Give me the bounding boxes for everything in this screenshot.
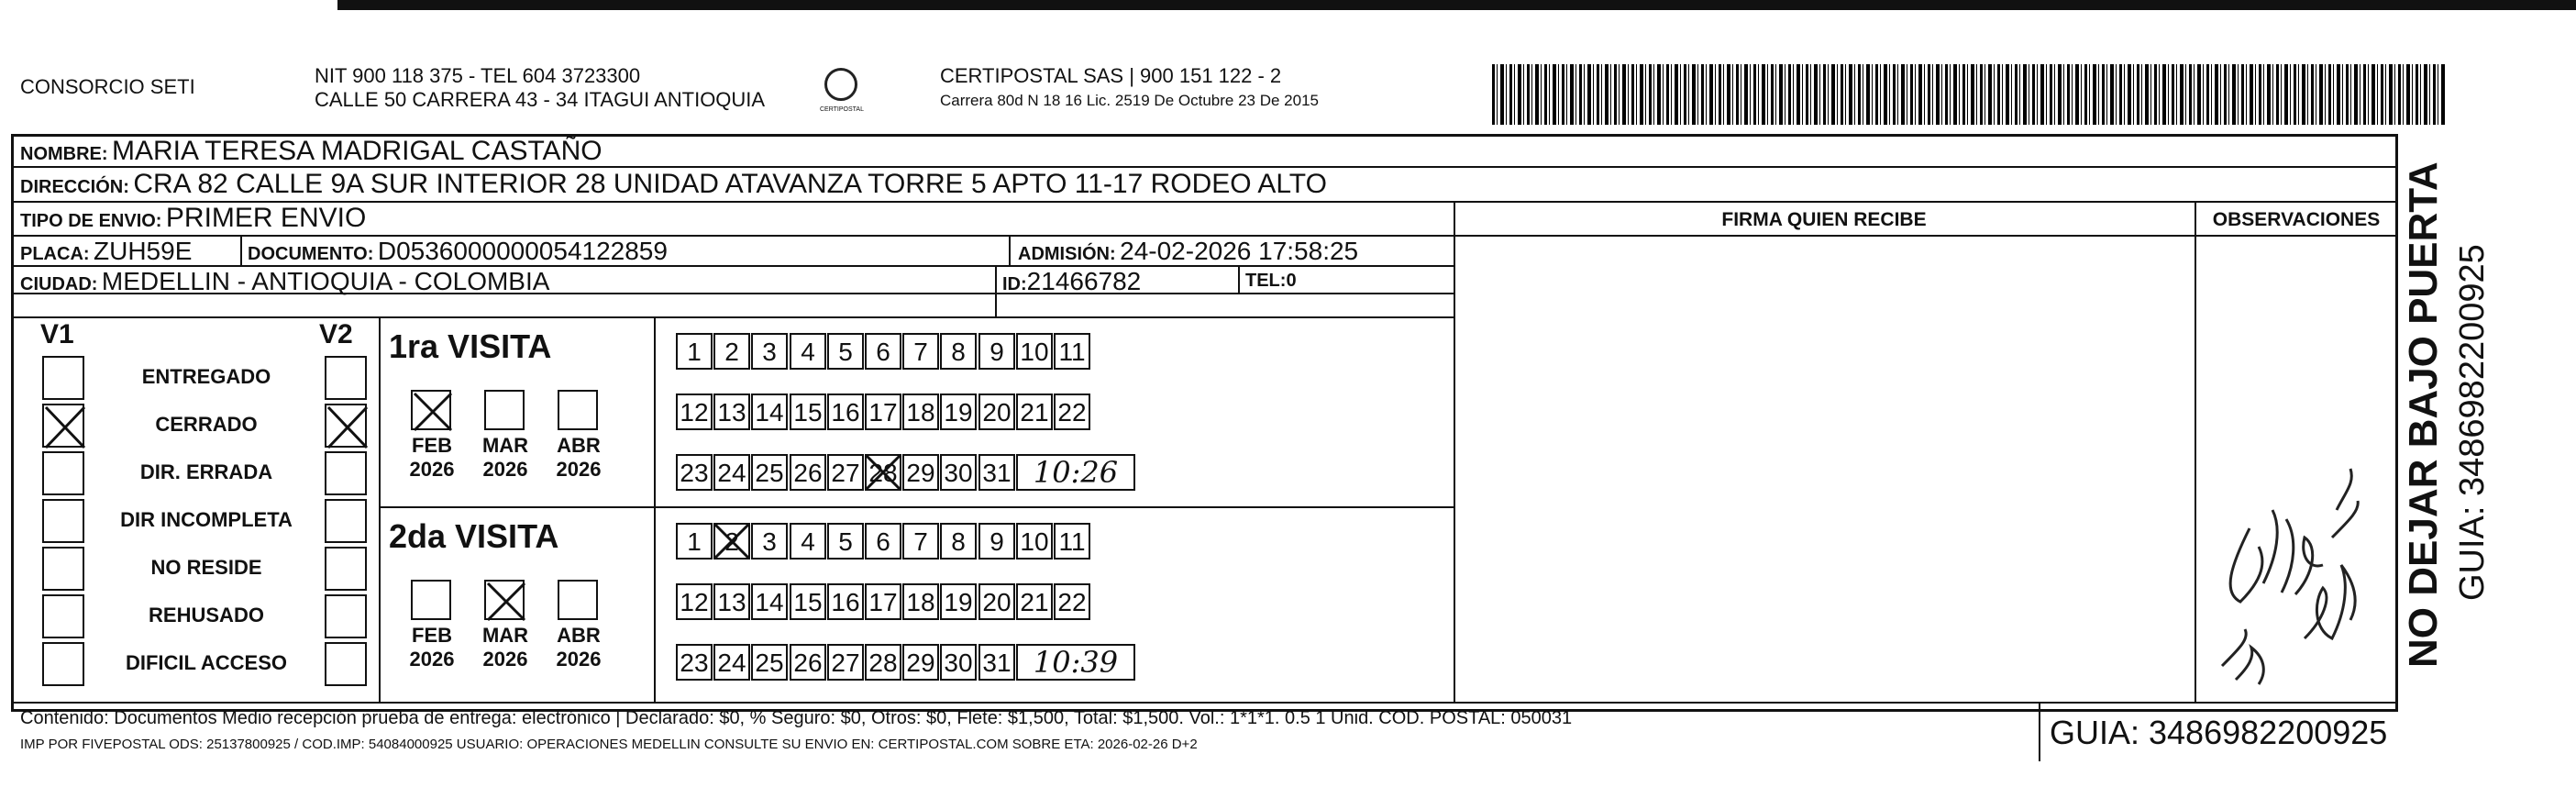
visit1-title: 1ra VISITA	[389, 327, 552, 365]
month-label	[400, 434, 464, 482]
col-divider	[1454, 201, 1455, 702]
month-name: FEB	[412, 434, 452, 457]
time-box[interactable]: 10:39	[1016, 644, 1135, 681]
day-box[interactable]: 11	[1054, 333, 1090, 370]
ciudad-label: CIUDAD:	[20, 274, 98, 294]
col-divider	[995, 265, 997, 316]
month-year: 2026	[556, 648, 602, 671]
day-box[interactable]: 9	[978, 523, 1015, 560]
address-line: CALLE 50 CARRERA 43 - 34 ITAGUI ANTIOQUIA	[315, 88, 766, 111]
day-box[interactable]: 22	[1054, 583, 1090, 620]
admision-value: 24-02-2026 17:58:25	[1120, 237, 1359, 265]
id-cell	[1002, 267, 1141, 296]
top-edge-bar	[337, 0, 2576, 10]
day-box[interactable]: 7	[902, 523, 939, 560]
day-box[interactable]: 12	[676, 583, 713, 620]
day-box[interactable]: 16	[827, 394, 864, 430]
tipo-label: TIPO DE ENVIO:	[20, 211, 162, 231]
day-box[interactable]: 2	[713, 333, 750, 370]
day-box[interactable]: 31	[978, 644, 1015, 681]
day-box[interactable]: 20	[978, 583, 1015, 620]
month-label	[473, 434, 537, 482]
rule	[11, 201, 2398, 203]
logo-icon	[824, 68, 857, 101]
footer-imp: IMP POR FIVEPOSTAL ODS: 25137800925 / COD.IMP: 54084000925 USUARIO: OPERACIONES MEDELLIN CONSULTE SU ENVIO EN: CERTIPOSTAL.COM SOBRE ETA: 2026-02-26 D+2	[20, 737, 1198, 752]
day-box[interactable]: 21	[1016, 583, 1053, 620]
barcode	[1492, 64, 2446, 125]
month-checkbox[interactable]	[484, 390, 525, 430]
month-checkbox[interactable]	[558, 390, 598, 430]
tel-value: 0	[1286, 271, 1297, 291]
day-box[interactable]: 13	[713, 583, 750, 620]
placa-cell	[20, 237, 192, 266]
id-value: 21466782	[1026, 267, 1142, 295]
col-divider	[654, 316, 656, 702]
admision-cell	[1018, 237, 1358, 266]
day-box[interactable]: 8	[940, 333, 977, 370]
direccion-row	[20, 169, 1327, 200]
day-box[interactable]: 17	[865, 394, 901, 430]
day-cross	[865, 454, 901, 491]
day-box[interactable]: 29	[902, 644, 939, 681]
footer-contenido: Contenido: Documentos Medio recepción prueba de entrega: electrónico | Declarado: $0, % Seguro: $0, Otros: $0, Flete: $1,500, Total: $1,500. Vol.: 1*1*1. 0.5 1 Unid. COD. POSTAL: 050031	[20, 708, 1573, 728]
nombre-label: NOMBRE:	[20, 144, 108, 164]
month-checkbox[interactable]	[558, 580, 598, 620]
documento-cell	[248, 237, 668, 266]
tel-label: TEL:	[1245, 271, 1287, 291]
day-box[interactable]: 25	[751, 644, 788, 681]
check-mark-icon	[865, 454, 901, 491]
tel-cell	[1245, 271, 1297, 292]
status-label: DIR. ERRADA	[139, 460, 273, 483]
documento-value: D0536000000054122859	[377, 237, 668, 265]
nombre-row	[20, 136, 603, 167]
month-name: MAR	[481, 434, 529, 457]
day-box[interactable]: 31	[978, 454, 1015, 491]
month-checkbox[interactable]	[411, 390, 451, 430]
day-box[interactable]: 6	[865, 333, 901, 370]
status-label: DIR INCOMPLETA	[120, 508, 293, 531]
no-dejar-bajo-puerta: NO DEJAR BAJO PUERTA	[2401, 161, 2446, 668]
month-year: 2026	[482, 648, 528, 671]
month-label	[400, 624, 464, 671]
day-box[interactable]: 18	[902, 583, 939, 620]
day-box[interactable]: 30	[940, 454, 977, 491]
ciudad-value: MEDELLIN - ANTIOQUIA - COLOMBIA	[101, 267, 550, 295]
day-box[interactable]: 3	[751, 523, 788, 560]
admision-label: ADMISIÓN:	[1018, 244, 1116, 264]
handwritten-observation	[2195, 235, 2398, 702]
company-name: CONSORCIO SETI	[20, 75, 195, 98]
day-box[interactable]: 4	[790, 333, 826, 370]
day-box[interactable]: 8	[940, 523, 977, 560]
day-box[interactable]: 14	[751, 583, 788, 620]
tipo-row	[20, 203, 366, 234]
placa-value: ZUH59E	[94, 237, 193, 265]
check-mark-icon	[413, 392, 453, 432]
day-box[interactable]: 28	[865, 454, 901, 491]
month-name: FEB	[412, 624, 452, 647]
month-name: ABR	[557, 624, 601, 647]
direccion-value: CRA 82 CALLE 9A SUR INTERIOR 28 UNIDAD ATAVANZA TORRE 5 APTO 11-17 RODEO ALTO	[133, 169, 1327, 199]
day-box[interactable]: 23	[676, 454, 713, 491]
check-mark-icon	[713, 523, 750, 560]
day-box[interactable]: 17	[865, 583, 901, 620]
nit-line: NIT 900 118 375 - TEL 604 3723300	[315, 64, 641, 87]
col-divider	[2039, 702, 2040, 761]
day-box[interactable]: 13	[713, 394, 750, 430]
month-year: 2026	[409, 648, 455, 671]
day-box[interactable]: 5	[827, 523, 864, 560]
day-box[interactable]: 5	[827, 333, 864, 370]
day-box[interactable]: 11	[1054, 523, 1090, 560]
firma-header: FIRMA QUIEN RECIBE	[1721, 209, 1927, 230]
day-box[interactable]: 15	[790, 394, 826, 430]
observaciones-header: OBSERVACIONES	[2212, 209, 2381, 230]
month-name: ABR	[557, 434, 601, 457]
col-divider	[240, 235, 242, 265]
month-label	[547, 624, 611, 671]
documento-label: DOCUMENTO:	[248, 244, 374, 264]
tipo-value: PRIMER ENVIO	[165, 203, 367, 233]
col-divider	[1009, 235, 1011, 265]
day-box[interactable]: 29	[902, 454, 939, 491]
day-box[interactable]: 27	[827, 454, 864, 491]
day-box[interactable]: 3	[751, 333, 788, 370]
status-label: REHUSADO	[149, 604, 264, 626]
day-box[interactable]: 26	[790, 644, 826, 681]
certipostal-logo	[824, 68, 857, 101]
col-divider	[379, 316, 381, 702]
day-box[interactable]: 14	[751, 394, 788, 430]
day-box[interactable]: 21	[1016, 394, 1053, 430]
day-box[interactable]: 27	[827, 644, 864, 681]
month-checkbox[interactable]	[411, 580, 451, 620]
day-box[interactable]: 9	[978, 333, 1015, 370]
day-box[interactable]: 7	[902, 333, 939, 370]
month-name: MAR	[481, 624, 529, 647]
status-label: ENTREGADO	[141, 365, 271, 388]
day-box[interactable]: 24	[713, 644, 750, 681]
month-checkbox[interactable]	[484, 580, 525, 620]
day-box[interactable]: 1	[676, 523, 713, 560]
rule	[379, 506, 1454, 508]
day-box[interactable]: 16	[827, 583, 864, 620]
day-box[interactable]: 2	[713, 523, 750, 560]
day-box[interactable]: 28	[865, 644, 901, 681]
month-year: 2026	[556, 458, 602, 481]
day-box[interactable]: 19	[940, 394, 977, 430]
day-box[interactable]: 23	[676, 644, 713, 681]
placa-label: PLACA:	[20, 244, 90, 264]
day-box[interactable]: 12	[676, 394, 713, 430]
day-box[interactable]: 4	[790, 523, 826, 560]
col-divider	[1238, 265, 1240, 293]
day-box[interactable]: 18	[902, 394, 939, 430]
month-label	[547, 434, 611, 482]
v2-label: V2	[319, 319, 353, 349]
id-label: ID:	[1002, 274, 1027, 294]
rule	[11, 316, 1455, 318]
day-box[interactable]: 20	[978, 394, 1015, 430]
day-box[interactable]: 30	[940, 644, 977, 681]
day-box[interactable]: 22	[1054, 394, 1090, 430]
v1-label: V1	[40, 319, 74, 349]
check-mark-icon	[486, 582, 526, 622]
visit2-title: 2da VISITA	[389, 517, 559, 555]
day-box[interactable]: 15	[790, 583, 826, 620]
side-guia: GUIA: 3486982200925	[2453, 244, 2492, 601]
direccion-label: DIRECCIÓN:	[20, 177, 129, 197]
day-box[interactable]: 24	[713, 454, 750, 491]
license-line: Carrera 80d N 18 16 Lic. 2519 De Octubre 23 De 2015	[940, 92, 1319, 109]
status-label: DIFICIL ACCESO	[125, 651, 287, 674]
status-label: NO RESIDE	[150, 556, 262, 579]
logo-caption: CERTIPOSTAL	[820, 106, 864, 113]
month-label	[473, 624, 537, 671]
day-box[interactable]: 10	[1016, 333, 1053, 370]
day-box[interactable]: 6	[865, 523, 901, 560]
ciudad-cell	[20, 267, 549, 296]
day-box[interactable]: 1	[676, 333, 713, 370]
day-box[interactable]: 19	[940, 583, 977, 620]
time-box[interactable]: 10:26	[1016, 454, 1135, 491]
footer-guia: GUIA: 3486982200925	[2050, 714, 2388, 751]
nombre-value: MARIA TERESA MADRIGAL CASTAÑO	[112, 136, 603, 166]
month-year: 2026	[409, 458, 455, 481]
day-box[interactable]: 10	[1016, 523, 1053, 560]
day-box[interactable]: 25	[751, 454, 788, 491]
day-cross	[713, 523, 750, 560]
carrier-line: CERTIPOSTAL SAS | 900 151 122 - 2	[940, 64, 1282, 87]
status-label: CERRADO	[155, 413, 258, 436]
day-box[interactable]: 26	[790, 454, 826, 491]
month-year: 2026	[482, 458, 528, 481]
